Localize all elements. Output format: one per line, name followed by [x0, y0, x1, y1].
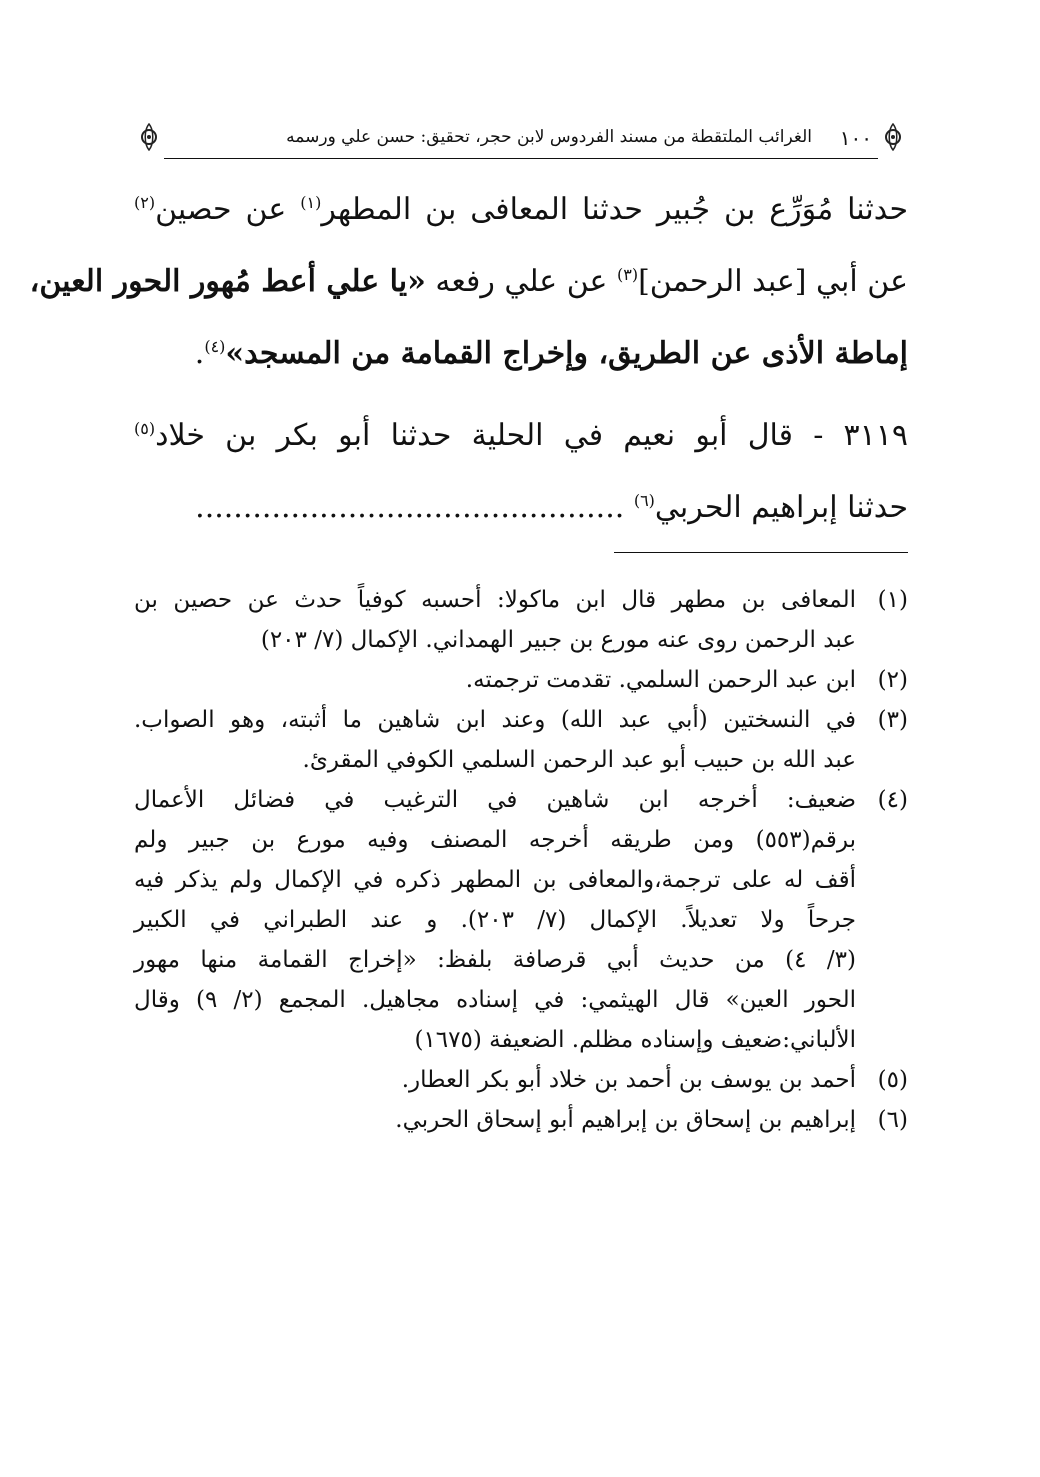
footnote-line: ضعيف: أخرجه ابن شاهين في الترغيب في فضائل الأعمال [134, 787, 856, 813]
footnote-number: (٦) [877, 1107, 908, 1133]
footnote-line: (٣/ ٤) من حديث أبي قرصافة بلفظ: «إخراج القمامة منها مهور [134, 947, 856, 973]
footnote-line: الحور العين» قال الهيثمي: في إسناده مجاهيل. المجمع (٢/ ٩) وقال [134, 987, 857, 1013]
footnote-number: (٤) [877, 787, 908, 813]
main-text [29, 178, 908, 548]
footnote-line: المعافى بن مطهر قال ابن ماكولا: أحسبه كوفياً حدث عن حصين بن [134, 587, 856, 613]
footnote-number: (١) [877, 587, 908, 613]
footnote-line: جرحاً ولا تعديلاً. الإكمال (٧/ ٢٠٣). و عند الطبراني في الكبير [134, 907, 856, 933]
footnote-line: برقم(٥٥٣) ومن طريقه أخرجه المصنف وفيه مورع بن جبير ولم [134, 827, 856, 853]
footnote [134, 1060, 908, 1100]
footnote-ref: (٦) [633, 491, 655, 510]
footnote-line: عبد الرحمن روى عنه مورع بن جبير الهمداني. الإكمال (٧/ ٢٠٣) [260, 627, 856, 653]
footnote-line: أقف له على ترجمة،والمعافى بن المطهر ذكره في الإكمال ولم يذكر فيه [134, 867, 856, 893]
text-line: حدثنا مُوَرِّع بن جُبير حدثنا المعافى بن المطهر$^{(١)}$ عن حصين$^{(٢)}$ [134, 192, 908, 227]
running-title: الغرائب الملتقطة من مسند الفردوس لابن حجر، تحقيق: حسن علي ورسمه [286, 127, 812, 147]
footnote-line: ابن عبد الرحمن السلمي. تقدمت ترجمته. [465, 667, 856, 693]
footnote-number: (٢) [877, 667, 908, 693]
hadith-text: «يا علي أعط مُهور الحور العين، [29, 264, 426, 299]
footnote [134, 700, 908, 780]
footnote [134, 660, 908, 700]
page-header [134, 118, 908, 162]
text-line: إماطة الأذى عن الطريق، وإخراج القمامة من المسجد»$^{(٤)}$. [194, 336, 908, 371]
footnote-line: إبراهيم بن إسحاق بن إبراهيم أبو إسحاق الحربي. [395, 1107, 856, 1133]
footnote-ref: (١) [300, 193, 322, 212]
footnote-line: أحمد بن يوسف بن أحمد بن خلاد أبو بكر العطار. [401, 1067, 856, 1093]
footnote-ref: (٢) [134, 193, 156, 212]
ellipsis-dots: ............................................. [195, 490, 634, 525]
ornament-icon [134, 122, 164, 152]
footnote-separator [614, 552, 908, 553]
text-line: عن أبي [عبد الرحمن]$^{(٣)}$ عن علي رفعه «يا علي أعط مُهور الحور العين، [29, 264, 908, 299]
page-number: ١٠٠ [839, 126, 872, 150]
footnote-ref: (٥) [134, 419, 156, 438]
footnote-line: في النسختين (أبي عبد الله) وعند ابن شاهين ما أثبته، وهو الصواب. [134, 707, 856, 733]
footnote-number: (٥) [877, 1067, 908, 1093]
footnote-line: الألباني:ضعيف وإسناده مظلم. الضعيفة (١٦٧٥) [414, 1027, 856, 1053]
footnotes [134, 580, 908, 1140]
footnote-ref: (٣) [617, 265, 639, 284]
footnote-number: (٣) [877, 707, 908, 733]
hadith-text: إماطة الأذى عن الطريق، وإخراج القمامة من المسجد» [225, 336, 908, 371]
footnote-line: عبد الله بن حبيب أبو عبد الرحمن السلمي الكوفي المقرئ. [302, 747, 856, 773]
footnote [134, 1100, 908, 1140]
header-rule [164, 158, 878, 159]
footnote [134, 580, 908, 660]
text-line: ٣١١٩ - قال أبو نعيم في الحلية حدثنا أبو بكر بن خلاد$^{(٥)}$ [134, 418, 908, 453]
ornament-icon [878, 122, 908, 152]
text-line: حدثنا إبراهيم الحربي$^{(٦)}$ ............................................. [195, 490, 908, 525]
footnote-ref: (٤) [204, 337, 226, 356]
footnote [134, 780, 908, 1060]
